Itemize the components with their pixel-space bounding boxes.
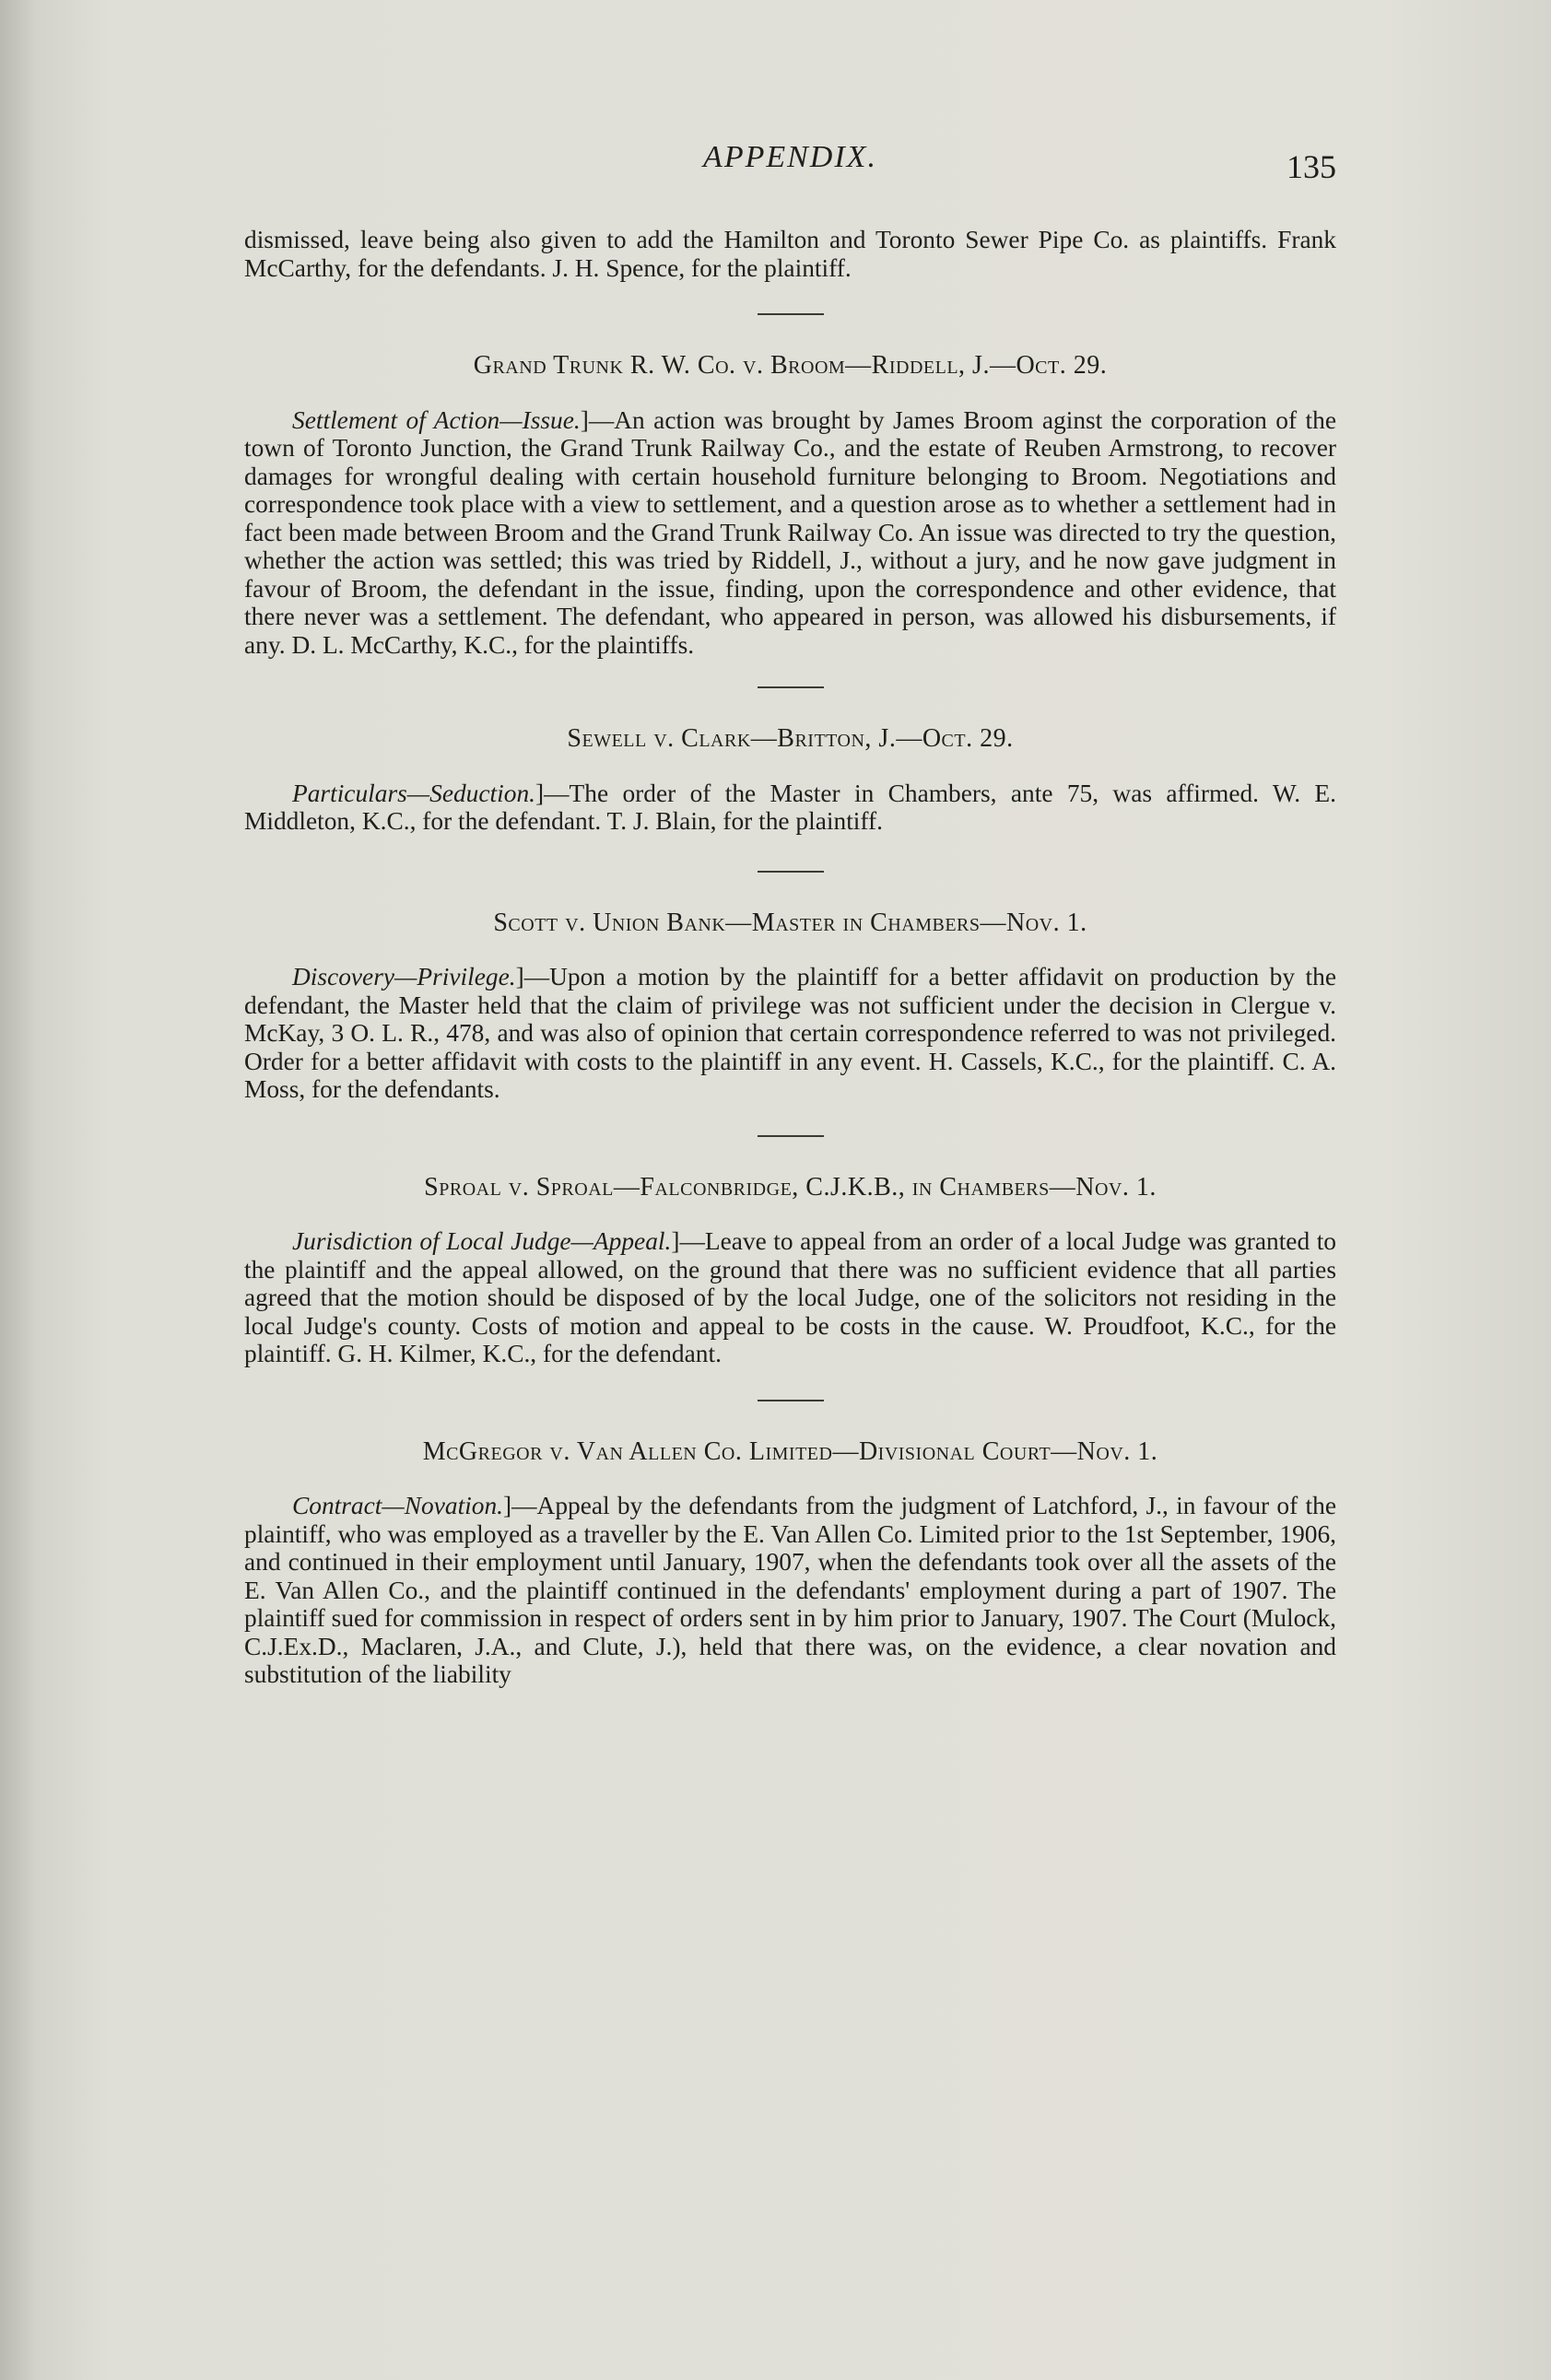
case-section	[244, 871, 1336, 1104]
case-section	[244, 313, 1336, 659]
case-title: Sproal v. Sproal—Falconbridge, C.J.K.B., in Chambers—Nov. 1.	[424, 1172, 1157, 1202]
case-body	[244, 963, 1336, 1104]
section-divider	[758, 871, 824, 873]
case-body	[244, 780, 1336, 836]
case-title: Sewell v. Clark—Britton, J.—Oct. 29.	[567, 724, 1014, 753]
section-divider	[758, 1400, 824, 1401]
case-text: ]—Upon a motion by the plaintiff for a better affidavit on production by the defendant, the Master held that the claim of privilege was not sufficient under the decision in Clergue v. McKay, 3 O. L. R., 478, and was also of opinion that certain correspondence referred to was not privileged. Order for a better affidavit with costs to the plaintiff in any event. H. Cassels, K.C., for the plaintiff. C. A. Moss, for the defendants.	[244, 963, 1336, 1103]
section-divider	[758, 1135, 824, 1137]
case-title: Scott v. Union Bank—Master in Chambers—Nov. 1.	[493, 908, 1087, 937]
case-title: McGregor v. Van Allen Co. Limited—Divisional Court—Nov. 1.	[422, 1436, 1158, 1466]
case-text: ]—An action was brought by James Broom aginst the corporation of the town of Toronto Junction, the Grand Trunk Railway Co., and the estate of Reuben Armstrong, to recover damages for wrongful dealing with certain household furniture belonging to Broom. Negotiations and correspondence took place with a view to settlement, and a question arose as to whether a settlement had in fact been made between Broom and the Grand Trunk Railway Co. An issue was directed to try the question, whether the action was settled; this was tried by Riddell, J., without a jury, and he now gave judgment in favour of Broom, the defendant in the issue, finding, upon the correspondence and other evidence, that there never was a settlement. The defendant, who appeared in person, was allowed his disbursements, if any. D. L. McCarthy, K.C., for the plaintiffs.	[244, 405, 1336, 659]
case-body	[244, 1492, 1336, 1689]
case-text: ]—The order of the Master in Chambers, ante 75, was affirmed. W. E. Middleton, K.C., for the defendant. T. J. Blain, for the plaintiff.	[244, 779, 1336, 835]
case-section	[244, 1135, 1336, 1368]
page-number: 135	[1287, 148, 1336, 185]
case-section	[244, 1400, 1336, 1689]
case-text: ]—Leave to appeal from an order of a local Judge was granted to the plaintiff and the appeal allowed, on the ground that there was no sufficient evidence that all parties agreed that the motion should be disposed of by the local Judge, one of the solicitors not residing in the local Judge's county. Costs of motion and appeal to be costs in the cause. W. Proudfoot, K.C., for the plaintiff. G. H. Kilmer, K.C., for the defendant.	[244, 1227, 1336, 1367]
case-text: ]—Appeal by the defendants from the judgment of Latchford, J., in favour of the plaintiff, who was employed as a traveller by the E. Van Allen Co. Limited prior to the 1st September, 1906, and continued in their employment until January, 1907, when the defendants took over all the assets of the E. Van Allen Co., and the plaintiff continued in the defendants' employment during a part of 1907. The plaintiff sued for commission in respect of orders sent in by him prior to January, 1907. The Court (Mulock, C.J.Ex.D., Maclaren, J.A., and Clute, J.), held that there was, on the evidence, a clear novation and substitution of the liability	[244, 1492, 1336, 1688]
case-title: Grand Trunk R. W. Co. v. Broom—Riddell, J.—Oct. 29.	[473, 351, 1108, 380]
intro-paragraph: dismissed, leave being also given to add the Hamilton and Toronto Sewer Pipe Co. as plaintiffs. Frank McCarthy, for the defendants. J. H. Spence, for the plaintiff.	[244, 226, 1336, 282]
case-topic: Jurisdiction of Local Judge—Appeal.	[292, 1227, 672, 1255]
section-divider	[758, 313, 824, 315]
case-topic: Discovery—Privilege.	[292, 963, 516, 991]
case-topic: Settlement of Action—Issue.	[292, 405, 581, 434]
running-head: APPENDIX.	[703, 140, 877, 174]
section-divider	[758, 686, 824, 688]
case-body	[244, 406, 1336, 660]
case-body	[244, 1227, 1336, 1368]
page-content	[244, 226, 1336, 1689]
case-topic: Contract—Novation.	[292, 1492, 504, 1519]
page-header	[244, 140, 1336, 186]
case-section	[244, 686, 1336, 836]
case-topic: Particulars—Seduction.	[292, 779, 535, 807]
